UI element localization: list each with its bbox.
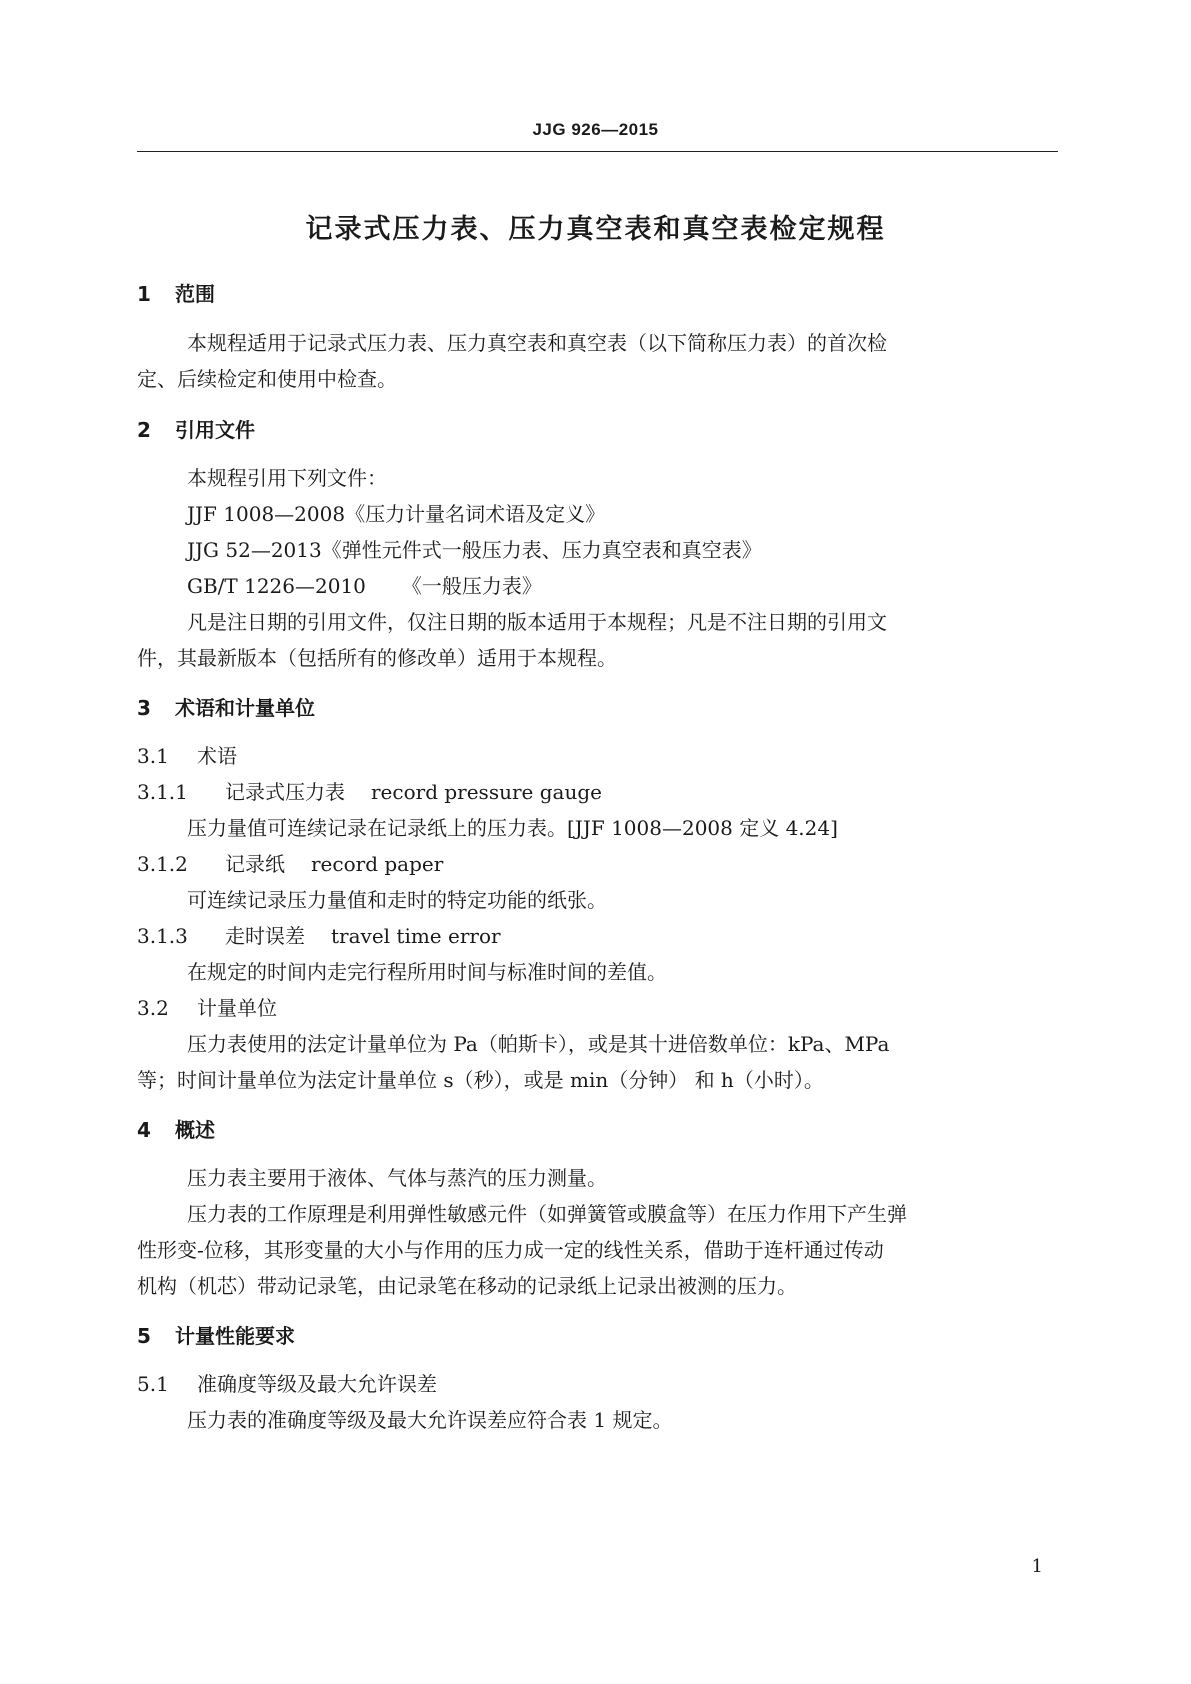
units-para-line-1: 压力表使用的法定计量单位为 Pa（帕斯卡），或是其十进倍数单位：kPa、MPa bbox=[187, 1032, 890, 1056]
term-definition: 在规定的时间内走完行程所用时间与标准时间的差值。 bbox=[187, 960, 667, 984]
section-5-heading bbox=[137, 1321, 1058, 1351]
reference-name: 《弹性元件式一般压力表、压力真空表和真空表》 bbox=[321, 538, 762, 562]
subsection-title: 计量单位 bbox=[197, 996, 277, 1020]
section-number: 2 bbox=[137, 418, 151, 442]
section-4-para-2-line-2: 性形变-位移，其形变量的大小与作用的压力成一定的线性关系，借助于连杆通过传动 bbox=[137, 1238, 884, 1262]
section-1-para-line-2: 定、后续检定和使用中检查。 bbox=[137, 367, 397, 391]
term-definition: 可连续记录压力量值和走时的特定功能的纸张。 bbox=[187, 888, 607, 912]
subsection-3-2 bbox=[137, 990, 1058, 1026]
header-rule bbox=[137, 151, 1058, 152]
section-2-intro: 本规程引用下列文件： bbox=[187, 466, 387, 490]
section-1-heading bbox=[137, 279, 1058, 309]
section-4-para-2-line-3: 机构（机芯）带动记录笔，由记录笔在移动的记录纸上记录出被测的压力。 bbox=[137, 1274, 797, 1298]
term-english: record paper bbox=[311, 852, 444, 876]
subsection-title: 术语 bbox=[197, 744, 237, 768]
term-english: record pressure gauge bbox=[371, 780, 602, 804]
term-english: travel time error bbox=[331, 924, 501, 948]
reference-code: JJF 1008—2008 bbox=[187, 502, 346, 526]
reference-name: 《一般压力表》 bbox=[401, 574, 542, 598]
section-number: 1 bbox=[137, 282, 151, 306]
section-2-note-line-1: 凡是注日期的引用文件，仅注日期的版本适用于本规程；凡是不注日期的引用文 bbox=[187, 610, 887, 634]
term-chinese: 记录纸 bbox=[225, 852, 285, 876]
term-chinese: 走时误差 bbox=[225, 924, 305, 948]
section-1-para-line-1: 本规程适用于记录式压力表、压力真空表和真空表（以下简称压力表）的首次检 bbox=[187, 331, 887, 355]
term-3-1-2 bbox=[137, 846, 1058, 882]
standard-code-header: JJG 926—2015 bbox=[532, 120, 659, 139]
reference-item bbox=[137, 532, 1108, 568]
term-3-1-1 bbox=[137, 774, 1058, 810]
section-4-heading bbox=[137, 1115, 1058, 1145]
reference-name: 《压力计量名词术语及定义》 bbox=[345, 502, 606, 526]
subsection-number: 3.2 bbox=[137, 996, 169, 1020]
subsection-3-1 bbox=[137, 738, 1058, 774]
reference-code: GB/T 1226—2010 bbox=[187, 574, 366, 598]
section-4-para-1: 压力表主要用于液体、气体与蒸汽的压力测量。 bbox=[187, 1166, 607, 1190]
reference-item bbox=[137, 568, 1108, 604]
term-chinese: 记录式压力表 bbox=[225, 780, 345, 804]
section-2-heading bbox=[137, 415, 1058, 445]
reference-item bbox=[137, 496, 1108, 532]
units-para-line-2: 等；时间计量单位为法定计量单位 s（秒），或是 min（分钟） 和 h（小时）。 bbox=[137, 1068, 824, 1092]
section-title: 范围 bbox=[175, 282, 215, 306]
section-title: 概述 bbox=[175, 1118, 215, 1142]
section-4-para-2-line-1: 压力表的工作原理是利用弹性敏感元件（如弹簧管或膜盒等）在压力作用下产生弹 bbox=[187, 1202, 907, 1226]
term-number: 3.1.2 bbox=[137, 852, 188, 876]
subsection-5-1 bbox=[137, 1366, 1058, 1402]
term-number: 3.1.1 bbox=[137, 780, 188, 804]
section-2-note-line-2: 件，其最新版本（包括所有的修改单）适用于本规程。 bbox=[137, 646, 617, 670]
section-number: 5 bbox=[137, 1324, 151, 1348]
page-number: 1 bbox=[1031, 1556, 1043, 1577]
subsection-number: 3.1 bbox=[137, 744, 169, 768]
document-title: 记录式压力表、压力真空表和真空表检定规程 bbox=[305, 214, 886, 245]
subsection-number: 5.1 bbox=[137, 1372, 169, 1396]
reference-code: JJG 52—2013 bbox=[187, 538, 322, 562]
term-definition: 压力量值可连续记录在记录纸上的压力表。[JJF 1008—2008 定义 4.24] bbox=[187, 816, 838, 840]
section-3-heading bbox=[137, 693, 1058, 723]
section-title: 引用文件 bbox=[175, 418, 255, 442]
section-title: 计量性能要求 bbox=[175, 1324, 295, 1348]
term-3-1-3 bbox=[137, 918, 1058, 954]
section-number: 3 bbox=[137, 696, 151, 720]
term-number: 3.1.3 bbox=[137, 924, 188, 948]
subsection-title: 准确度等级及最大允许误差 bbox=[197, 1372, 437, 1396]
section-title: 术语和计量单位 bbox=[175, 696, 315, 720]
section-5-1-para: 压力表的准确度等级及最大允许误差应符合表 1 规定。 bbox=[187, 1408, 673, 1432]
section-number: 4 bbox=[137, 1118, 151, 1142]
